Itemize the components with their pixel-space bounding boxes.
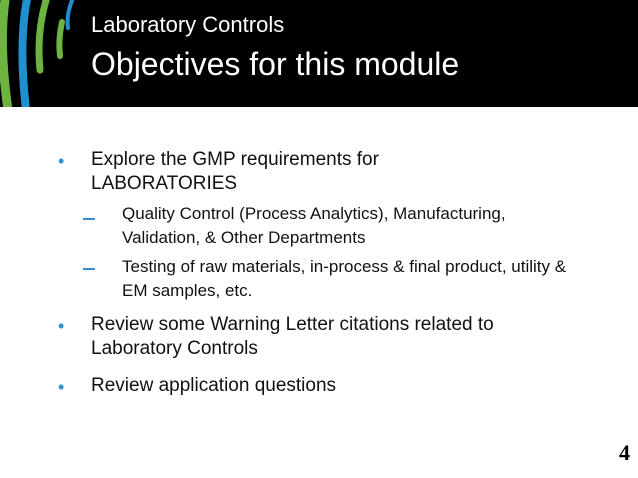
slide-title: Objectives for this module xyxy=(91,46,460,82)
slide-subtitle: Laboratory Controls xyxy=(91,12,285,37)
subbullet-text: Testing of raw materials, in-process & final product, utility & EM samples, etc. xyxy=(122,257,567,300)
subbullet-text: Quality Control (Process Analytics), Manufacturing, Validation, & Other Departments xyxy=(122,204,506,247)
subbullet-dash xyxy=(83,268,95,270)
bullet-marker: • xyxy=(58,316,65,336)
bullet-text: Review some Warning Letter citations related to Laboratory Controls xyxy=(91,314,494,359)
bullet-marker: • xyxy=(58,151,65,171)
bullet-text: Review application questions xyxy=(91,375,337,396)
bullet-text: Explore the GMP requirements for LABORATORIES xyxy=(91,149,379,194)
subbullet-dash xyxy=(83,218,95,220)
page-number: 4 xyxy=(619,440,630,465)
bullet-marker: • xyxy=(58,377,65,397)
